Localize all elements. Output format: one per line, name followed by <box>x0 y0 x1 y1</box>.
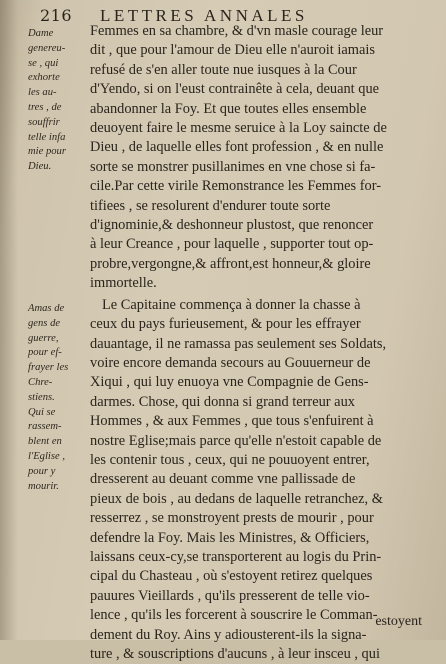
text-line: pauures Vieillards , qu'ils presserent de telle vio- <box>90 587 370 604</box>
text-line: dement du Roy. Ains y adiousterent-ils la signa- <box>90 626 367 643</box>
margin-note-line: genereu- <box>28 42 66 54</box>
margin-note-1 <box>28 27 90 175</box>
margin-note-line: Dieu. <box>28 161 52 173</box>
text-line: d'ignominie,& deshonneur plustost, que renoncer <box>90 217 374 234</box>
page-number: 216 <box>40 6 73 25</box>
text-line: resserrez , se monstroyent prests de mourir , pour <box>90 510 374 527</box>
margin-note-line: pour ef- <box>28 347 62 359</box>
margin-note-line: blent en <box>28 436 62 448</box>
text-line: Dieu , de laquelle elles font profession , & en nulle <box>90 139 384 156</box>
paragraph-1 <box>90 22 436 294</box>
margin-note-line: stiens. <box>28 391 55 403</box>
text-line: laissans ceux-cy,se transporterent au logis du Prin- <box>90 548 382 565</box>
margin-note-line: rassem- <box>28 421 62 433</box>
text-line: refusé de s'en aller toute nue iusques à la Cour <box>90 61 357 78</box>
margin-note-line: tres , de <box>28 101 62 113</box>
margin-note-line: Chre- <box>28 376 53 388</box>
margin-note-line: Amas de <box>28 303 65 314</box>
margin-note-line: souffrir <box>28 116 60 128</box>
text-line: cile.Par cette virile Remonstrance les Femmes for- <box>90 178 382 195</box>
margin-note-line: mie pour <box>28 146 66 158</box>
catchword: estoyent <box>375 614 422 629</box>
text-line: les contenir tous , ceux, qui ne pouuoyent entrer, <box>90 451 370 468</box>
margin-note-line: Dame <box>28 28 54 39</box>
text-line: defendre la Foy. Mais les Ministres, & Officiers, <box>90 529 370 546</box>
running-title: LETTRES ANNALES <box>100 6 308 25</box>
margin-note-line: guerre, <box>28 332 59 344</box>
text-line: dauantage, il ne ramassa pas seulement ses Soldats, <box>90 335 387 352</box>
text-line: voire encore demanda secours au Gouuerneur de <box>90 354 371 371</box>
margin-note-line: exhorte <box>28 72 60 84</box>
text-line: Xiqui , qui luy enuoya vne Compagnie de Gens- <box>90 374 369 391</box>
text-line: nostre Eglise;mais parce qu'elle n'estoit capable de <box>90 432 382 449</box>
text-line: Le Capitaine commença à donner la chasse à <box>102 296 361 313</box>
text-line: d'Yendo, si on l'eust contrainête à cela, deuant que <box>90 81 380 98</box>
text-line: abandonner la Foy. Et que toutes elles ensemble <box>90 100 367 117</box>
text-line: probre,vergongne,& affront,est honneur,& gloire <box>90 255 371 272</box>
page-gutter-shadow <box>0 0 18 640</box>
text-line: dresserent au deuant comme vne pallissade de <box>90 471 356 488</box>
text-line: Femmes en sa chambre, & d'vn masle courage leur <box>90 23 384 39</box>
text-line: darmes. Chose, qui donna si grand terreur aux <box>90 393 355 410</box>
margin-note-line: telle infa <box>28 131 66 143</box>
text-line: dit , que pour l'amour de Dieu elle n'auroit iamais <box>90 42 375 59</box>
margin-note-line: pour y <box>28 465 56 477</box>
margin-note-line: Qui se <box>28 406 56 418</box>
margin-note-line: gens de <box>28 317 61 329</box>
margin-note-line: l'Eglise , <box>28 450 65 462</box>
margin-note-line: frayer les <box>28 362 69 374</box>
text-line: immortelle. <box>90 275 157 292</box>
text-line: cipal du Chasteau , où s'estoyent retirez quelques <box>90 568 373 585</box>
margin-note-line: se , qui <box>28 57 59 69</box>
text-line: ture , & souscriptions d'aucuns , à leur insceu , qui <box>90 646 380 662</box>
text-line: tifiees , se resolurent d'endurer toute sorte <box>90 197 331 214</box>
text-line: sorte se monstrer pusillanimes en vne chose si fa- <box>90 158 376 175</box>
text-line: à leur Creance , pour laquelle , supporter tout op- <box>90 236 374 253</box>
margin-note-line: mourir. <box>28 480 59 492</box>
margin-note-line: les au- <box>28 87 57 99</box>
margin-note-2 <box>28 302 90 494</box>
text-line: deuoyent faire le mesme seruice à la Loy saincte de <box>90 120 387 137</box>
text-line: lence , qu'ils les forcerent à souscrire le Comman- <box>90 607 378 624</box>
paragraph-2 <box>90 296 436 664</box>
text-line: Hommes , & aux Femmes , que tous s'enfuirent à <box>90 413 374 430</box>
text-line: ceux du pays furieusement, & pour les effrayer <box>90 316 361 333</box>
text-line: pieux de bois , au dedans de laquelle retranchez, & <box>90 490 383 507</box>
main-text <box>90 22 436 664</box>
